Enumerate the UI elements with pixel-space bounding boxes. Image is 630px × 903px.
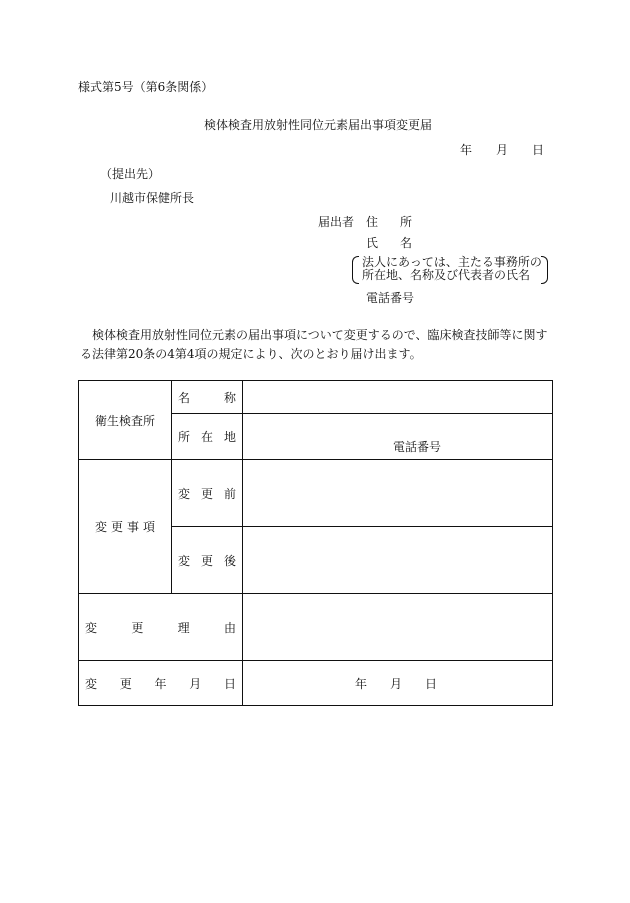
submission-label: （提出先） xyxy=(100,167,161,181)
right-bracket xyxy=(541,256,548,284)
before-value-cell[interactable] xyxy=(243,460,553,527)
label-char: 月 xyxy=(189,676,202,691)
address-label xyxy=(366,215,412,229)
body-text: 検体検査用放射性同位元素の届出事項について変更するので、臨床検査技師等に関する法律第20条の4第4項の規定により、次のとおり届け出ます。 xyxy=(80,328,548,361)
name-label-char: 氏 xyxy=(366,236,379,250)
change-year-label: 年 xyxy=(355,676,368,691)
label-char: 称 xyxy=(223,390,236,405)
label-char: 所 xyxy=(178,430,191,444)
label-char: 更 xyxy=(110,520,123,534)
label-char: 変 xyxy=(95,520,108,534)
label-char: 理 xyxy=(177,620,190,635)
date-month-label: 月 xyxy=(496,143,509,157)
label-char: 事 xyxy=(126,520,139,534)
corporate-note xyxy=(352,256,548,282)
change-day-label: 日 xyxy=(424,676,437,691)
date-line xyxy=(450,143,550,157)
table-row xyxy=(79,594,553,661)
label-char: 在 xyxy=(200,430,213,444)
label-char: 由 xyxy=(223,620,236,635)
label-char: 変 xyxy=(85,676,98,691)
before-label-cell xyxy=(172,460,243,527)
lab-header: 衛生検査所 xyxy=(79,381,172,460)
form-table xyxy=(78,380,553,706)
name-label-char: 名 xyxy=(400,236,413,250)
label-char: 更 xyxy=(119,676,132,691)
table-row xyxy=(79,661,553,706)
label-char: 変 xyxy=(85,620,98,635)
name-label xyxy=(366,236,412,250)
label-char: 更 xyxy=(200,486,213,501)
lab-phone-label: 電話番号 xyxy=(393,440,442,454)
corporate-note-line1: 法人にあっては、主たる事務所の xyxy=(362,255,542,269)
label-char: 日 xyxy=(223,676,236,691)
name-value-cell[interactable] xyxy=(243,381,553,414)
label-char: 前 xyxy=(223,486,236,501)
change-month-label: 月 xyxy=(389,676,402,691)
corporate-note-line2: 所在地、名称及び代表者の氏名 xyxy=(362,268,531,282)
label-char: 後 xyxy=(223,553,236,568)
applicant-label: 届出者 xyxy=(318,215,355,229)
location-value-cell[interactable] xyxy=(243,414,553,460)
address-label-char: 住 xyxy=(366,215,379,229)
label-char: 更 xyxy=(131,620,144,635)
change-date-label-cell xyxy=(79,661,243,706)
label-char: 年 xyxy=(154,676,167,691)
name-label-cell xyxy=(172,381,243,414)
left-bracket xyxy=(352,256,359,284)
form-title: 検体検査用放射性同位元素届出事項変更届 xyxy=(204,118,433,132)
change-header xyxy=(79,460,172,594)
label-char: 地 xyxy=(223,430,236,444)
label-char: 項 xyxy=(142,520,155,534)
date-year-label: 年 xyxy=(460,143,473,157)
recipient: 川越市保健所長 xyxy=(110,191,195,205)
address-label-char: 所 xyxy=(400,215,413,229)
reason-value-cell[interactable] xyxy=(243,594,553,661)
after-value-cell[interactable] xyxy=(243,527,553,594)
label-char: 変 xyxy=(178,553,191,568)
change-date-value-cell[interactable] xyxy=(243,661,553,706)
after-label-cell xyxy=(172,527,243,594)
applicant-phone-label: 電話番号 xyxy=(366,291,415,305)
table-row xyxy=(79,460,553,527)
label-char: 変 xyxy=(178,486,191,501)
label-char: 更 xyxy=(200,553,213,568)
date-day-label: 日 xyxy=(532,143,545,157)
location-label-cell xyxy=(172,414,243,460)
label-char: 名 xyxy=(178,390,191,405)
form-number: 様式第5号（第6条関係） xyxy=(78,80,214,94)
table-row xyxy=(79,381,553,414)
reason-label-cell xyxy=(79,594,243,661)
